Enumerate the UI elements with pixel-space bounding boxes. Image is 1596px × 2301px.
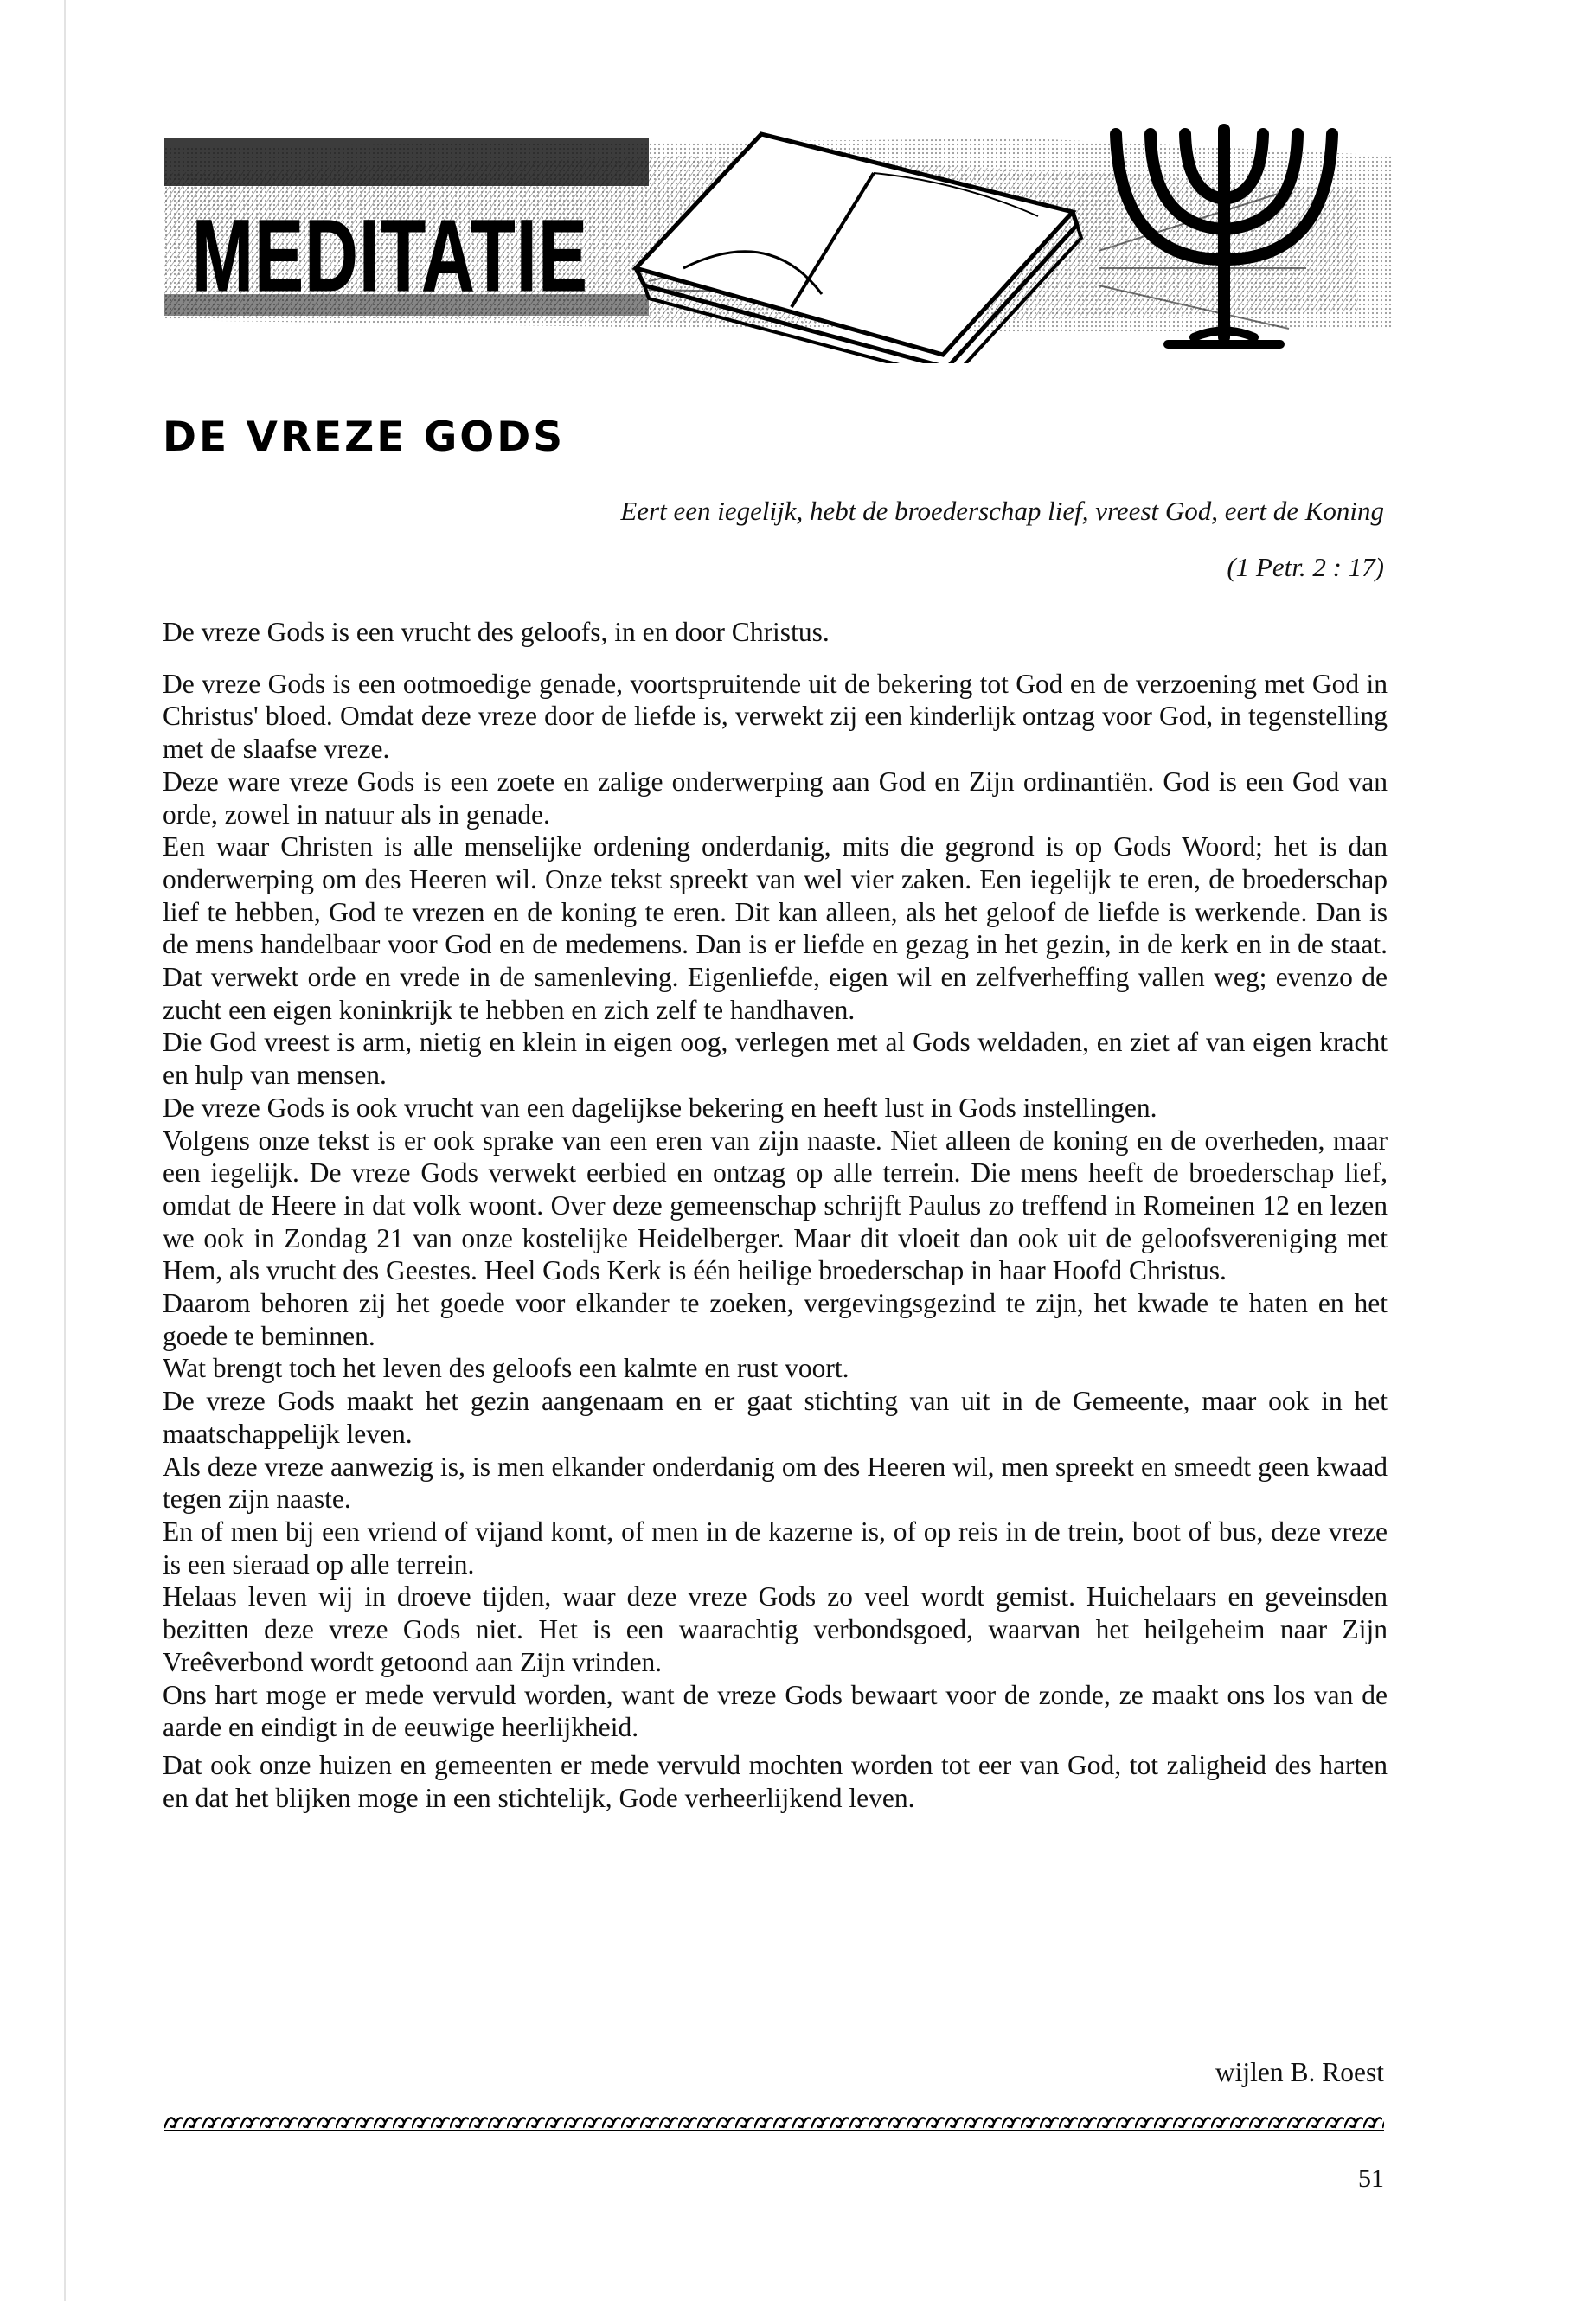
author-signature: wijlen B. Roest <box>1215 2057 1384 2087</box>
paragraph: De vreze Gods maakt het gezin aangenaam en er gaat stichting van uit in de Gemeente, maar ook in het maatschappelijk leven. <box>163 1386 1388 1449</box>
paragraph: Helaas leven wij in droeve tijden, waar deze vreze Gods zo veel wordt gemist. Huichelaars en geveinsden bezitten deze vreze Gods niet. Het is een waarachtig verbondsgoed, waarvan het heilgeheim naar Zijn Vreêverbond wordt getoond aan Zijn vrinden. <box>163 1581 1388 1677</box>
article-body <box>163 616 1388 1814</box>
paragraph: De vreze Gods is een ootmoedige genade, voortspruitende uit de bekering tot God en de verzoening met God in Christus' bloed. Omdat deze vreze door de liefde is, verwekt zij een kinderlijk ontzag voor God, in tegenstelling met de slaafse vreze. <box>163 668 1388 765</box>
epigraph-quote: Eert een iegelijk, hebt de broederschap lief, vreest God, eert de Koning <box>620 496 1384 526</box>
paragraph: Als deze vreze aanwezig is, is men elkander onderdanig om des Heeren wil, men spreekt en smeedt geen kwaad tegen zijn naaste. <box>163 1451 1388 1515</box>
paragraph: Dat ook onze huizen en gemeenten er mede vervuld mochten worden tot eer van God, tot zaligheid des harten en dat het blijken moge in een stichtelijk, Gode verheerlijkend leven. <box>163 1749 1388 1813</box>
paragraph: Die God vreest is arm, nietig en klein in eigen oog, verlegen met al Gods weldaden, en ziet af van eigen kracht en hulp van mensen. <box>163 1027 1388 1091</box>
article-title: DE VREZE GODS <box>163 413 566 461</box>
meditatie-banner <box>164 121 1393 363</box>
paragraph: De vreze Gods is ook vrucht van een dagelijkse bekering en heeft lust in Gods instellingen. <box>163 1092 1157 1123</box>
paragraph: Deze ware vreze Gods is een zoete en zalige onderwerping aan God en Zijn ordinantiën. God is een God van orde, zowel in natuur als in genade. <box>163 766 1388 830</box>
paragraph: Daarom behoren zij het goede voor elkander te zoeken, vergevingsgezind te zijn, het kwade te haten en het goede te beminnen. <box>163 1288 1388 1351</box>
paragraph: Volgens onze tekst is er ook sprake van een eren van zijn naaste. Niet alleen de koning en de overheden, maar een iegelijk. De vreze Gods verwekt eerbied en ontzag op alle terrein. Die mens heeft de broederschap lief, omdat de Heere in dat volk woont. Over deze gemeenschap schrijft Paulus zo treffend in Romeinen 12 en lezen we ook in Zondag 21 van onze kostelijke Heidelberger. Maar dit vloeit dan ook uit de geloofsvereniging met Hem, als vrucht des Geestes. Heel Gods Kerk is één heilige broederschap in haar Hoofd Christus. <box>163 1125 1388 1286</box>
page-number: 51 <box>1358 2164 1384 2193</box>
paragraph: En of men bij een vriend of vijand komt, of men in de kazerne is, of op reis in de trein, boot of bus, deze vreze is een sieraad op alle terrein. <box>163 1516 1388 1580</box>
wave-ornament-border <box>164 2109 1384 2135</box>
paragraph: Een waar Christen is alle menselijke ordening onderdanig, mits die gegrond is op Gods Woord; het is dan onderwerping om des Heeren wil. Onze tekst spreekt van wel vier zaken. Een iegelijk te eren, de broederschap lief te hebben, God te vrezen en de koning te eren. Dit kan alleen, als het geloof de liefde is werkende. Dan is de mens handelbaar voor God en de medemens. Dan is er liefde en gezag in het gezin, in de kerk en in de staat. Dat verwekt orde en vrede in de samenleving. Eigenliefde, eigen wil en zelfverheffing vallen weg; evenzo de zucht een eigen koninkrijk te hebben en zich zelf te handhaven. <box>163 831 1388 1025</box>
banner-title: MEDITATIE <box>192 199 589 313</box>
paragraph: Ons hart moge er mede vervuld worden, want de vreze Gods bewaart voor de zonde, ze maakt ons los van de aarde en eindigt in de eeuwige heerlijkheid. <box>163 1679 1388 1743</box>
epigraph-reference: (1 Petr. 2 : 17) <box>1227 552 1384 582</box>
scan-edge <box>64 0 66 2301</box>
paragraph: De vreze Gods is een vrucht des geloofs, in en door Christus. <box>163 617 830 647</box>
paragraph: Wat brengt toch het leven des geloofs een kalmte en rust voort. <box>163 1353 849 1384</box>
